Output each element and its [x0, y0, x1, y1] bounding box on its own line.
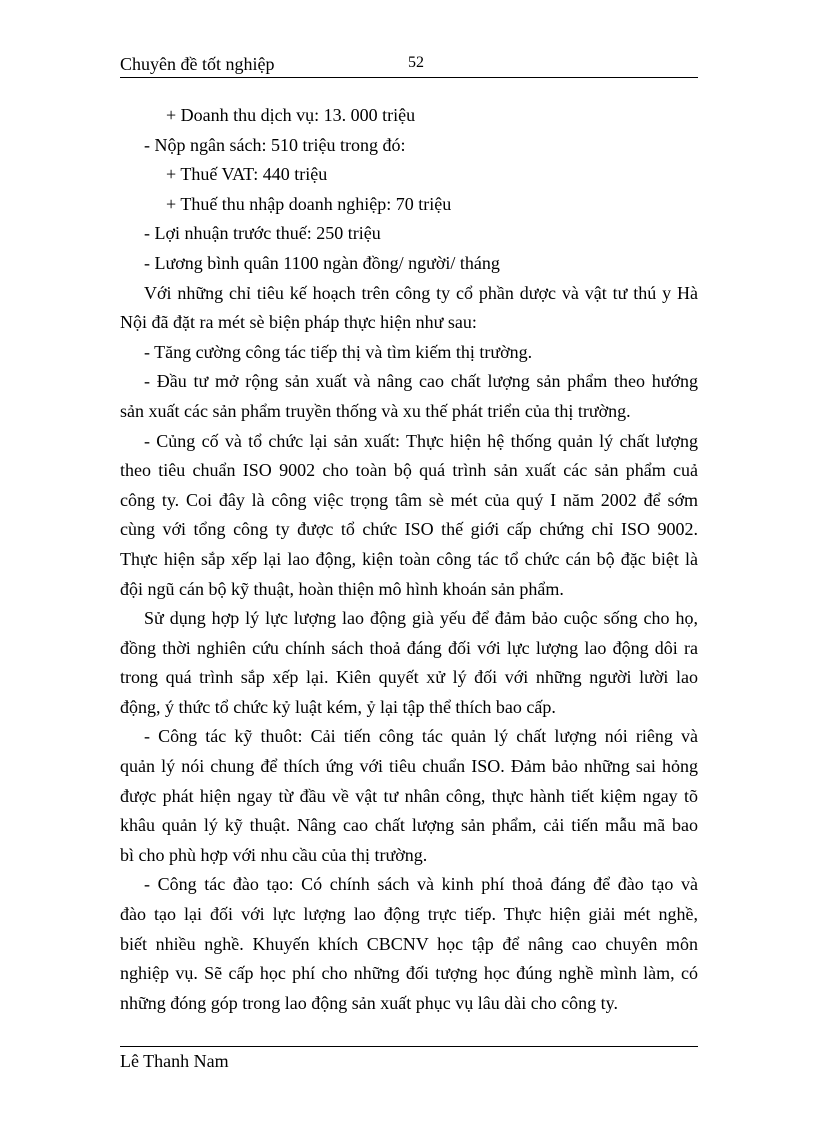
text-line: Nội đã đặt ra mét sè biện pháp thực hiện như sau:	[120, 312, 477, 333]
text-line: - Lương bình quân 1100 ngàn đồng/ người/ tháng	[144, 252, 500, 273]
text-line: - Lợi nhuận trước thuế: 250 triệu	[144, 223, 381, 244]
text-line: + Doanh thu dịch vụ: 13. 000 triệu	[166, 105, 416, 125]
text-line: - Củng cố và tổ chức lại sản xuất: Thực hiện hệ thống quản lý chất lượng	[144, 430, 698, 451]
text-line: - Tăng cường công tác tiếp thị và tìm kiếm thị trường.	[144, 341, 533, 362]
text-line: được phát hiện ngay từ đầu về vật tư nhân công, thực hành tiết kiệm ngay tõ	[120, 785, 698, 806]
text-line: trong quá trình sắp xếp lại. Kiên quyết xử lý đối với những người lười lao	[120, 667, 698, 688]
footer-author: Lê Thanh Nam	[120, 1051, 229, 1071]
text-line: đội ngũ cán bộ kỹ thuật, hoàn thiện mô hình khoán sản phẩm.	[120, 578, 564, 599]
text-line: + Thuế thu nhập doanh nghiệp: 70 triệu	[166, 193, 452, 214]
text-line: công ty. Coi đây là công việc trọng tâm sè mét của quý I năm 2002 để sớm	[120, 489, 698, 510]
text-line: - Công tác kỹ thuôt: Cải tiến công tác quản lý chất lượng nói riêng và	[144, 726, 698, 747]
page-number: 52	[408, 54, 424, 71]
footer-divider	[120, 1046, 698, 1047]
body-text	[120, 101, 698, 1018]
text-line: đồng thời nghiên cứu chính sách thoả đáng đối với lực lượng lao động dôi ra	[120, 637, 698, 658]
text-line: Với những chỉ tiêu kế hoạch trên công ty cổ phần dược và vật tư thú y Hà	[144, 282, 698, 303]
text-line: nghiệp vụ. Sẽ cấp học phí cho những đối tượng học đúng nghề mình làm, có	[120, 963, 698, 984]
text-line: Thực hiện sắp xếp lại lao động, kiện toàn công tác tổ chức cán bộ đặc biệt là	[120, 548, 698, 569]
text-line: quản lý nói chung để thích ứng với tiêu chuẩn ISO. Đảm bảo những sai hỏng	[120, 756, 698, 777]
text-line: bì cho phù hợp với nhu cầu của thị trường.	[120, 844, 428, 865]
text-line: - Nộp ngân sách: 510 triệu trong đó:	[144, 134, 406, 155]
page-header	[120, 51, 698, 78]
text-line: Sử dụng hợp lý lực lượng lao động già yếu để đảm bảo cuộc sống cho họ,	[144, 608, 698, 629]
text-line: đào tạo lại đối với lực lượng lao động trực tiếp. Thực hiện giải mét nghề,	[120, 904, 698, 925]
text-line: cùng với tổng công ty được tổ chức ISO thế giới cấp chứng chỉ ISO 9002.	[120, 519, 698, 540]
text-line: theo tiêu chuẩn ISO 9002 cho toàn bộ quá trình sản xuất các sản phẩm cuả	[120, 460, 698, 481]
text-line: biết nhiều nghề. Khuyến khích CBCNV học tập để nâng cao chuyên môn	[120, 933, 698, 954]
text-line: khâu quản lý kỹ thuật. Nâng cao chất lượng sản phẩm, cải tiến mẫu mã bao	[120, 815, 698, 836]
text-line: động, ý thức tổ chức kỷ luật kém, ỷ lại tập thể thích bao cấp.	[120, 696, 556, 717]
text-line: sản xuất các sản phẩm truyền thống và xu thế phát triển của thị trường.	[120, 400, 631, 421]
text-line: - Đầu tư mở rộng sản xuất và nâng cao chất lượng sản phẩm theo hướng	[144, 371, 698, 392]
header-title: Chuyên đề tốt nghiệp	[120, 54, 275, 74]
text-line: + Thuế VAT: 440 triệu	[166, 164, 328, 185]
text-line: những đóng góp trong lao động sản xuất phục vụ lâu dài cho công ty.	[120, 992, 619, 1013]
text-line: - Công tác đào tạo: Có chính sách và kinh phí thoả đáng để đào tạo và	[144, 874, 698, 895]
